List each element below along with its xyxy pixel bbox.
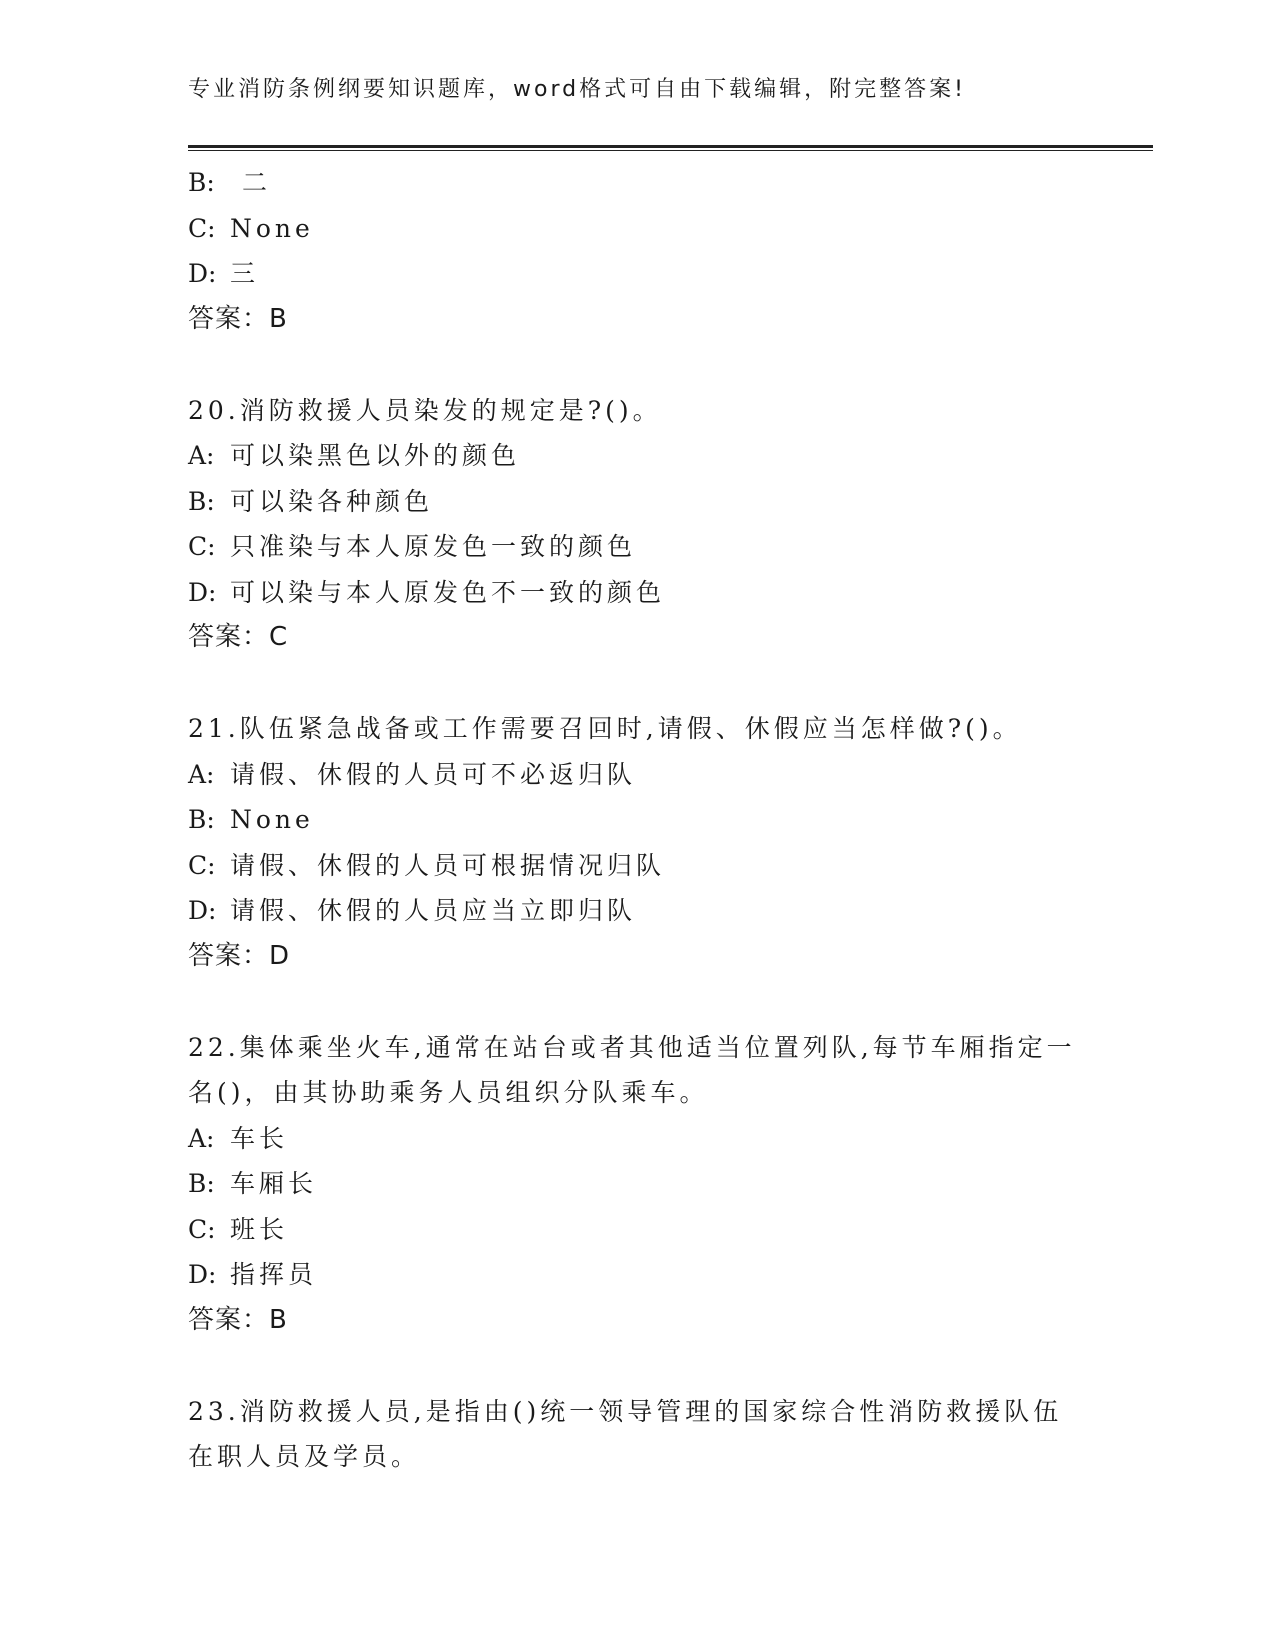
option-d: D: 指挥员 [188, 1260, 318, 1289]
header-rule-thick [188, 145, 1153, 148]
option-c: C: 只准染与本人原发色一致的颜色 [188, 532, 637, 561]
option-c: C: 班长 [188, 1214, 289, 1244]
question-22 [188, 1025, 1088, 1344]
answer: 答案：B [188, 303, 288, 334]
option-b: B: 车厢长 [188, 1169, 318, 1198]
option-b: B: None [188, 805, 314, 834]
answer: 答案：B [188, 1304, 288, 1335]
option-c: C: None [188, 213, 314, 243]
option-d: D: 请假、休假的人员应当立即归队 [188, 896, 637, 925]
question-stem-line1: 22.集体乘坐火车,通常在站台或者其他适当位置列队,每节车厢指定一 [188, 1032, 1076, 1062]
question-stem: 21.队伍紧急战备或工作需要召回时,请假、休假应当怎样做?()。 [188, 714, 1022, 743]
option-b: B: 可以染各种颜色 [188, 486, 434, 516]
option-b: B: 二 [188, 168, 272, 197]
question-20 [188, 388, 1088, 661]
question-stem: 20.消防救援人员染发的规定是?()。 [188, 395, 662, 425]
question-stem-line1: 23.消防救援人员,是指由()统一领导管理的国家综合性消防救援队伍 [188, 1396, 1063, 1426]
option-a: A: 请假、休假的人员可不必返归队 [188, 759, 637, 789]
option-c: C: 请假、休假的人员可根据情况归队 [188, 850, 666, 880]
option-d: D: 三 [188, 259, 260, 288]
option-a: A: 车长 [188, 1123, 289, 1153]
option-a: A: 可以染黑色以外的颜色 [188, 441, 521, 470]
option-d: D: 可以染与本人原发色不一致的颜色 [188, 577, 666, 607]
question-23 [188, 1389, 1088, 1480]
question-partial [188, 160, 1088, 342]
question-21 [188, 706, 1088, 979]
answer: 答案：D [188, 940, 291, 971]
header-rule-thin [188, 150, 1153, 151]
document-header: 专业消防条例纲要知识题库，word格式可自由下载编辑，附完整答案! [188, 77, 966, 102]
question-stem-line2: 在职人员及学员。 [188, 1442, 421, 1471]
answer: 答案：C [188, 622, 289, 652]
question-list [188, 160, 1088, 1480]
question-stem-line2: 名()，由其协助乘务人员组织分队乘车。 [188, 1078, 709, 1107]
